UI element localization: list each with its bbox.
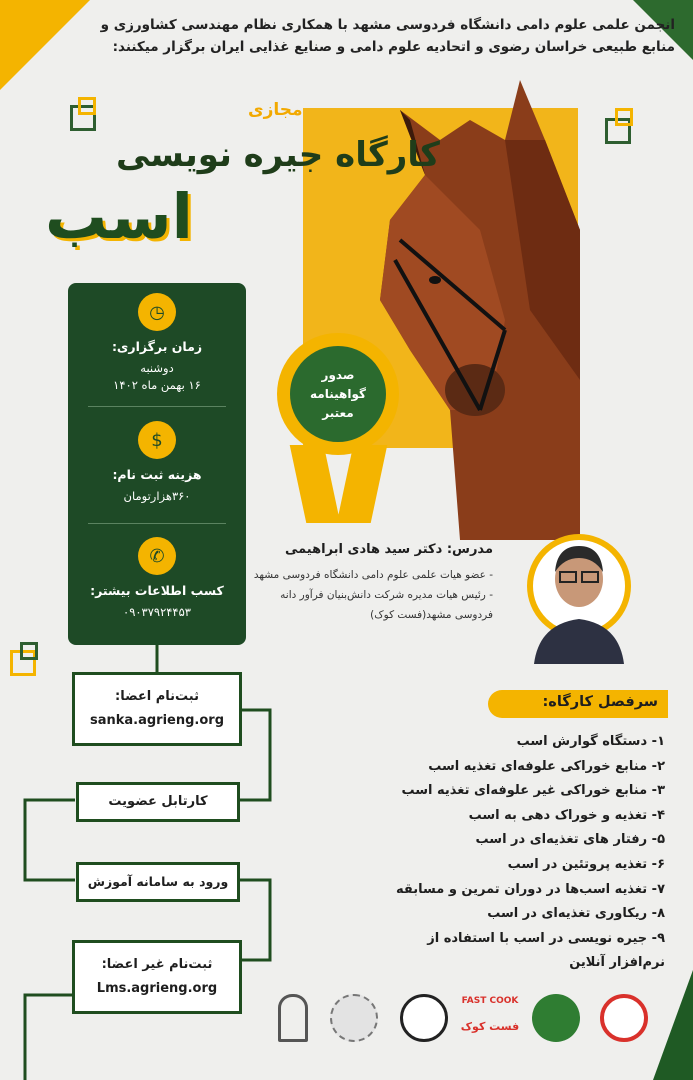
syllabus-item: ۴- تغذیه و خوراک دهی به اسب (468, 807, 665, 823)
time-label: زمان برگزاری: (111, 339, 203, 354)
education-system-box[interactable]: ورود به سامانه آموزش (76, 862, 240, 902)
teacher-photo (524, 524, 634, 664)
agriculture-organization-logo (532, 994, 580, 1042)
syllabus-item: ۸- ریکاوری تغذیه‌ای در اسب (487, 906, 665, 922)
member-registration-box[interactable] (72, 672, 242, 746)
divider (88, 406, 226, 407)
contact-label: کسب اطلاعات بیشتر: (90, 583, 224, 598)
certificate-badge-text (290, 346, 386, 442)
title-big: اسب (45, 180, 193, 253)
sponsor-logos (270, 990, 670, 1050)
fee-label: هزینه ثبت نام: (112, 467, 202, 482)
contact-value: ۰۹۰۳۷۹۲۴۴۵۳ (123, 605, 191, 619)
fastcook-en: FAST COOK (461, 996, 519, 1006)
badge-line: گواهینامه (310, 386, 366, 401)
syllabus-item: ۱- دستگاه گوارش اسب (516, 734, 665, 749)
teacher-name: مدرس: دکتر سید هادی ابراهیمی (284, 542, 493, 557)
teacher-info (123, 542, 493, 625)
non-member-registration-link[interactable]: Lms.agrieng.org (96, 981, 218, 996)
certificate-badge (277, 333, 399, 455)
syllabus-item: ۷- تغذیه اسب‌ها در دوران تمرین و مسابقه (396, 881, 665, 897)
divider (88, 523, 226, 524)
syllabus-item: ۹- جیره نویسی در اسب با استفاده از (427, 930, 665, 946)
ferdowsi-university-logo (278, 994, 308, 1042)
member-registration-label: ثبت‌نام اعضا: (115, 689, 199, 704)
membership-dashboard-box[interactable]: کارتابل عضویت (76, 782, 240, 822)
square-decoration (615, 108, 633, 126)
header-text (15, 14, 675, 58)
page-title: کارگاه جیره نویسی (116, 135, 440, 175)
syllabus-item: ۳- منابع خوراکی غیر علوفه‌ای تغذیه اسب (401, 783, 665, 799)
university-society-logo (400, 994, 448, 1042)
header-line: انجمن علمی علوم دامی دانشگاه فردوسی مشهد با همکاری نظام مهندسی کشاورزی و (100, 17, 675, 33)
square-decoration (78, 97, 96, 115)
teacher-line: - رئیس هیات مدیره شرکت دانش‌بنیان فرآور دانه (280, 589, 493, 601)
time-block (68, 293, 246, 394)
fee-block (68, 421, 246, 505)
seal-logo (330, 994, 378, 1042)
money-hand-icon: $ (138, 421, 176, 459)
badge-line: معتبر (322, 405, 354, 420)
non-member-registration-box[interactable] (72, 940, 242, 1014)
clock-icon: ◷ (138, 293, 176, 331)
non-member-registration-label: ثبت‌نام غیر اعضا: (101, 957, 213, 972)
badge-line: صدور (321, 367, 355, 382)
fastcook-logo (460, 996, 520, 1046)
title-small: مجازی (248, 100, 303, 120)
fastcook-text: فست کوک (460, 1020, 520, 1033)
syllabus-item: نرم‌افزار آنلاین (569, 955, 665, 971)
fee-value: ۳۶۰هزارتومان (123, 489, 191, 503)
syllabus-item: ۲- منابع خوراکی علوفه‌ای تغذیه اسب (428, 758, 665, 774)
association-logo (600, 994, 648, 1042)
member-registration-link[interactable]: sanka.agrieng.org (89, 713, 225, 728)
time-date: ۱۶ بهمن ماه ۱۴۰۲ (113, 378, 201, 392)
teacher-line: - عضو هیات علمی علوم دامی دانشگاه فردوسی مشهد (253, 569, 493, 581)
syllabus-title: سرفصل کارگاه: (488, 690, 668, 718)
teacher-line: فردوسی مشهد(فست کوک) (370, 609, 493, 621)
syllabus-list (245, 730, 665, 976)
header-line: منابع طبیعی خراسان رضوی و اتحادیه علوم دامی و صنایع غذایی ایران برگزار میکنند: (112, 39, 675, 55)
syllabus-item: ۶- تغذیه پروتئین در اسب (507, 856, 665, 872)
syllabus-item: ۵- رفتار های تغذیه‌ای در اسب (475, 832, 665, 848)
phone-icon: ✆ (138, 537, 176, 575)
time-day: دوشنبه (140, 361, 174, 375)
